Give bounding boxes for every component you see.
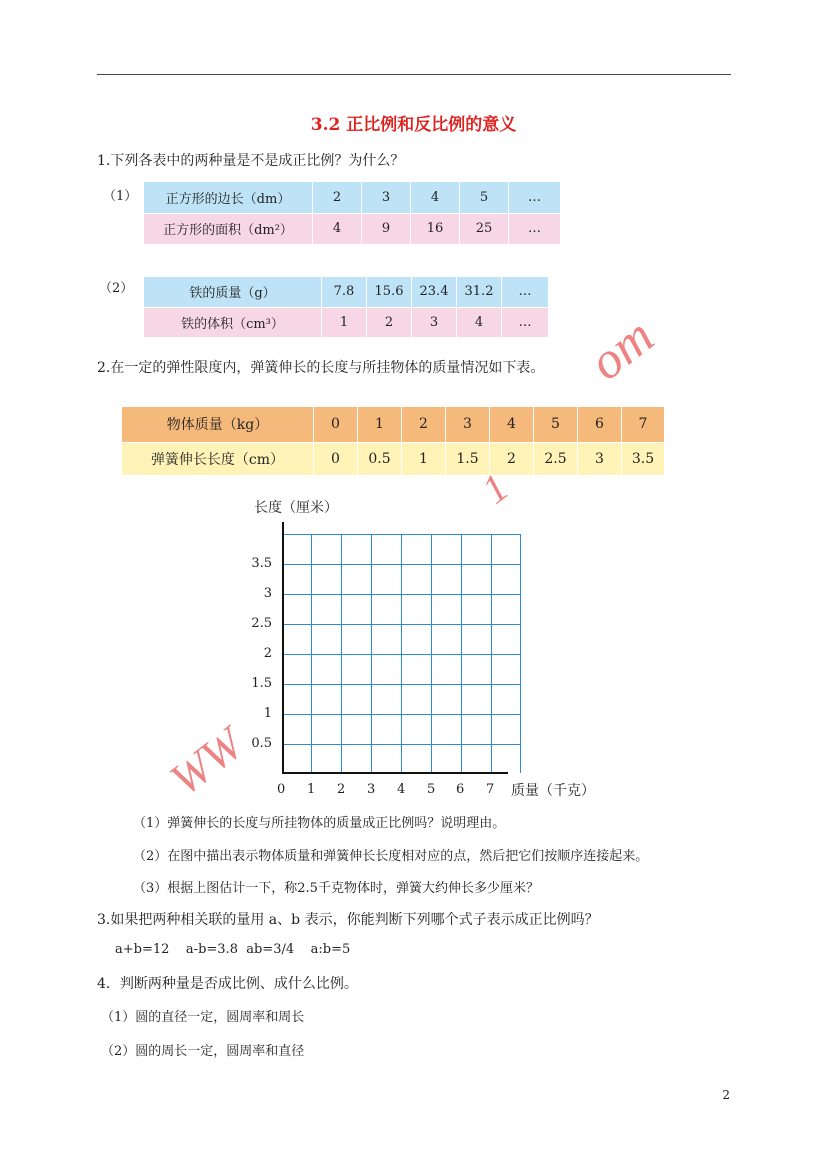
table-cell: 4 bbox=[411, 182, 460, 213]
graph-x-axis-label: 质量（千克） bbox=[511, 783, 595, 799]
table-cell: 6 bbox=[578, 407, 622, 442]
q2-sub-1: （1）弹簧伸长的长度与所挂物体的质量成正比例吗？说明理由。 bbox=[133, 816, 506, 831]
y-tick: 1 bbox=[263, 706, 272, 721]
grid-line bbox=[431, 534, 432, 773]
table-cell: 正方形的边长（dm） bbox=[144, 182, 313, 213]
header-rule bbox=[97, 74, 731, 75]
table-cell: 铁的体积（cm³） bbox=[144, 307, 322, 337]
graph-y-axis-label: 长度（厘米） bbox=[254, 500, 338, 516]
grid-line bbox=[284, 534, 521, 535]
y-tick: 2.5 bbox=[251, 616, 272, 631]
grid-line bbox=[491, 534, 492, 773]
question-1: 1.下列各表中的两种量是不是成正比例？为什么？ bbox=[97, 153, 405, 169]
y-tick: 1.5 bbox=[251, 676, 272, 691]
grid-line bbox=[284, 684, 521, 685]
table-cell: 15.6 bbox=[367, 277, 412, 307]
table-cell: 3 bbox=[578, 442, 622, 475]
x-axis bbox=[282, 772, 508, 774]
grid-line bbox=[284, 714, 521, 715]
x-tick: 1 bbox=[307, 782, 316, 797]
x-tick: 0 bbox=[277, 782, 286, 797]
table-cell: 2 bbox=[313, 182, 362, 213]
x-tick: 6 bbox=[456, 782, 465, 797]
q2-sub-3: （3）根据上图估计一下，称2.5千克物体时，弹簧大约伸长多少厘米？ bbox=[133, 881, 539, 896]
grid-line bbox=[311, 534, 312, 773]
table-cell: 25 bbox=[460, 213, 509, 244]
grid-line bbox=[284, 624, 521, 625]
table-cell: 5 bbox=[534, 407, 578, 442]
table-cell: 铁的质量（g） bbox=[144, 277, 322, 307]
grid-line bbox=[284, 654, 521, 655]
y-tick: 3 bbox=[263, 586, 272, 601]
watermark-text: WW bbox=[160, 717, 253, 806]
table-cell: 3.5 bbox=[622, 442, 665, 475]
grid-line bbox=[284, 744, 521, 745]
q1-part1-label: （1） bbox=[103, 189, 138, 204]
table-cell: 弹簧伸长长度（cm） bbox=[122, 442, 314, 475]
table-cell: 2 bbox=[490, 442, 534, 475]
table-cell: 9 bbox=[362, 213, 411, 244]
grid-line bbox=[461, 534, 462, 773]
table-cell: … bbox=[502, 307, 549, 337]
q1-table1 bbox=[143, 182, 560, 244]
q1-part2-label: （2） bbox=[99, 281, 134, 296]
table-cell: 31.2 bbox=[457, 277, 502, 307]
watermark-text: 1 bbox=[473, 464, 517, 513]
grid-line bbox=[520, 534, 521, 773]
table-cell: 4 bbox=[457, 307, 502, 337]
question-4: 4．判断两种量是否成比例、成什么比例。 bbox=[97, 976, 358, 992]
table-cell: 4 bbox=[490, 407, 534, 442]
watermark-text: om bbox=[579, 307, 665, 392]
table-cell: 1 bbox=[358, 407, 402, 442]
table-cell: 2.5 bbox=[534, 442, 578, 475]
table-cell: 16 bbox=[411, 213, 460, 244]
q2-sub-2: （2）在图中描出表示物体质量和弹簧伸长长度相对应的点，然后把它们按顺序连接起来。 bbox=[133, 849, 649, 864]
question-3: 3.如果把两种相关联的量用 a、b 表示，你能判断下列哪个式子表示成正比例吗？ bbox=[97, 912, 599, 928]
q3-formulas: a+b=12 a-b=3.8 ab=3/4 a:b=5 bbox=[115, 942, 351, 957]
y-tick: 0.5 bbox=[251, 736, 272, 751]
table-cell: … bbox=[509, 213, 561, 244]
table-cell: 3 bbox=[446, 407, 490, 442]
table-cell: 0 bbox=[314, 407, 358, 442]
table-cell: … bbox=[502, 277, 549, 307]
table-cell: 2 bbox=[402, 407, 446, 442]
page-title: 3.2 正比例和反比例的意义 bbox=[310, 115, 517, 135]
x-tick: 7 bbox=[486, 782, 495, 797]
y-axis bbox=[282, 522, 284, 774]
page-number: 2 bbox=[722, 1088, 730, 1102]
grid-line bbox=[341, 534, 342, 773]
table-cell: 3 bbox=[362, 182, 411, 213]
table-cell: 1.5 bbox=[446, 442, 490, 475]
table-cell: 23.4 bbox=[412, 277, 457, 307]
table-cell: 7.8 bbox=[322, 277, 367, 307]
table-cell: 物体质量（kg） bbox=[122, 407, 314, 442]
q1-table2 bbox=[143, 277, 548, 337]
grid-line bbox=[371, 534, 372, 773]
q4-sub-2: （2）圆的周长一定，圆周率和直径 bbox=[101, 1044, 305, 1059]
x-tick: 5 bbox=[427, 782, 436, 797]
table-cell: 5 bbox=[460, 182, 509, 213]
question-2: 2.在一定的弹性限度内，弹簧伸长的长度与所挂物体的质量情况如下表。 bbox=[97, 360, 545, 376]
table-cell: 4 bbox=[313, 213, 362, 244]
grid-line bbox=[284, 594, 521, 595]
table-cell: 1 bbox=[402, 442, 446, 475]
y-tick: 3.5 bbox=[251, 556, 272, 571]
grid-line bbox=[401, 534, 402, 773]
x-tick: 2 bbox=[337, 782, 346, 797]
x-tick: 3 bbox=[367, 782, 376, 797]
table-cell: … bbox=[509, 182, 561, 213]
table-cell: 0.5 bbox=[358, 442, 402, 475]
table-cell: 3 bbox=[412, 307, 457, 337]
table-cell: 1 bbox=[322, 307, 367, 337]
q2-spring-table bbox=[121, 407, 664, 475]
table-cell: 2 bbox=[367, 307, 412, 337]
table-cell: 7 bbox=[622, 407, 665, 442]
table-cell: 0 bbox=[314, 442, 358, 475]
x-tick: 4 bbox=[397, 782, 406, 797]
q4-sub-1: （1）圆的直径一定，圆周率和周长 bbox=[101, 1010, 305, 1025]
grid-line bbox=[284, 564, 521, 565]
table-cell: 正方形的面积（dm²） bbox=[144, 213, 313, 244]
y-tick: 2 bbox=[263, 646, 272, 661]
